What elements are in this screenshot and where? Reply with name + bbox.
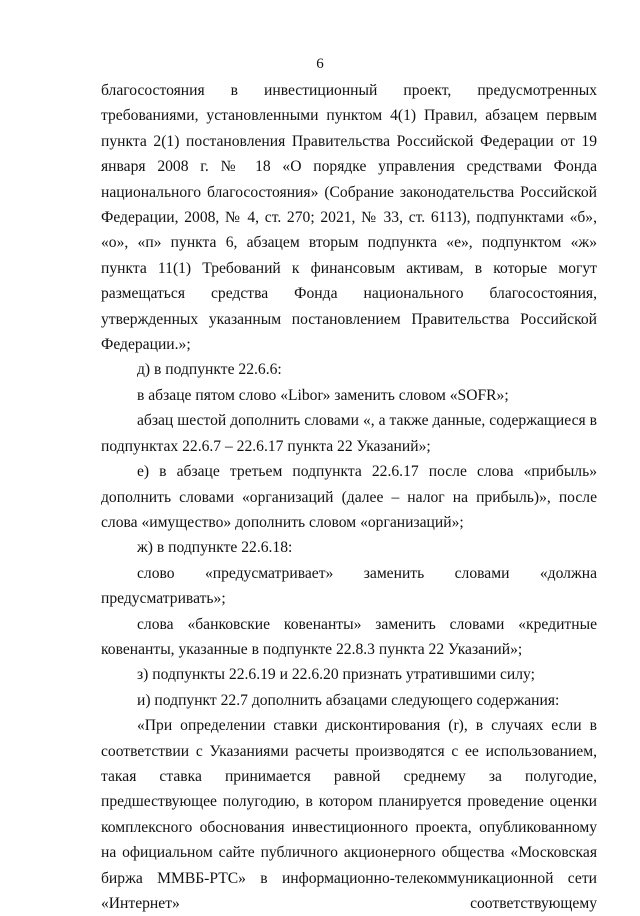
paragraph-item-i: и) подпункт 22.7 дополнить абзацами следующего содержания: [137,691,560,709]
paragraph-libor-sofr: в абзаце пятом слово «Libor» заменить словом «SOFR»; [137,386,509,404]
paragraph-predusmatrivaet: слово «предусматривает» заменить словами «должна предусматривать»; [101,564,597,608]
paragraph-discount-rate: «При определении ставки дисконтирования (r), в случаях если в соответствии с Указаниями расчеты производятся с ее использованием, такая ставка принимается равной среднему за полугодие, предшествующее полугодию, в котором планируется проведение оценки комплексного обоснования инвестиционного проекта, опубликованному на официальном сайте публичного акционерного общества «Московская биржа ММВБ-РТС» в информационно-телекоммуникационной сети «Интернет» соответствующему [101,717,597,912]
page-number: 6 [316,56,324,72]
paragraph-continuation: благосостояния в инвестиционный проект, предусмотренных требованиями, установленными пунктом 4(1) Правил, абзацем первым пункта 2(1) постановления Правительства Российской Федерации от 19 января 2008 г. № 18 «О порядке управления средствами Фонда национального благосостояния» (Собрание законодательства Российской Федерации, 2008, № 4, ст. 270; 2021, № 33, ст. 6113), подпунктами «б», «о», «п» пункта 6, абзацем вторым подпункта «е», подпунктом «ж» пункта 11(1) Требований к финансовым активам, в которые могут размещаться средства Фонда национального благосостояния, утвержденных указанным постановлением Правительства Российской Федерации.»; [101,82,597,354]
paragraph-item-zh: ж) в подпункте 22.6.18: [137,539,293,557]
paragraph-abzac-shestoy: абзац шестой дополнить словами «, а также данные, содержащиеся в подпунктах 22.6.7 – 22.6.17 пункта 22 Указаний»; [101,412,597,455]
paragraph-item-z: з) подпункты 22.6.19 и 22.6.20 признать утратившими силу; [137,666,535,684]
paragraph-kovenanty: слова «банковские ковенанты» заменить словами «кредитные ковенанты, указанные в подпункте 22.8.3 пункта 22 Указаний»; [101,615,597,658]
paragraph-item-e: е) в абзаце третьем подпункта 22.6.17 после слова «прибыль» дополнить словами «организаций (далее – налог на прибыль)», после слова «имущество» дополнить словом «организаций»; [101,463,597,531]
paragraph-item-d: д) в подпункте 22.6.6: [137,361,282,379]
document-body [101,78,597,916]
